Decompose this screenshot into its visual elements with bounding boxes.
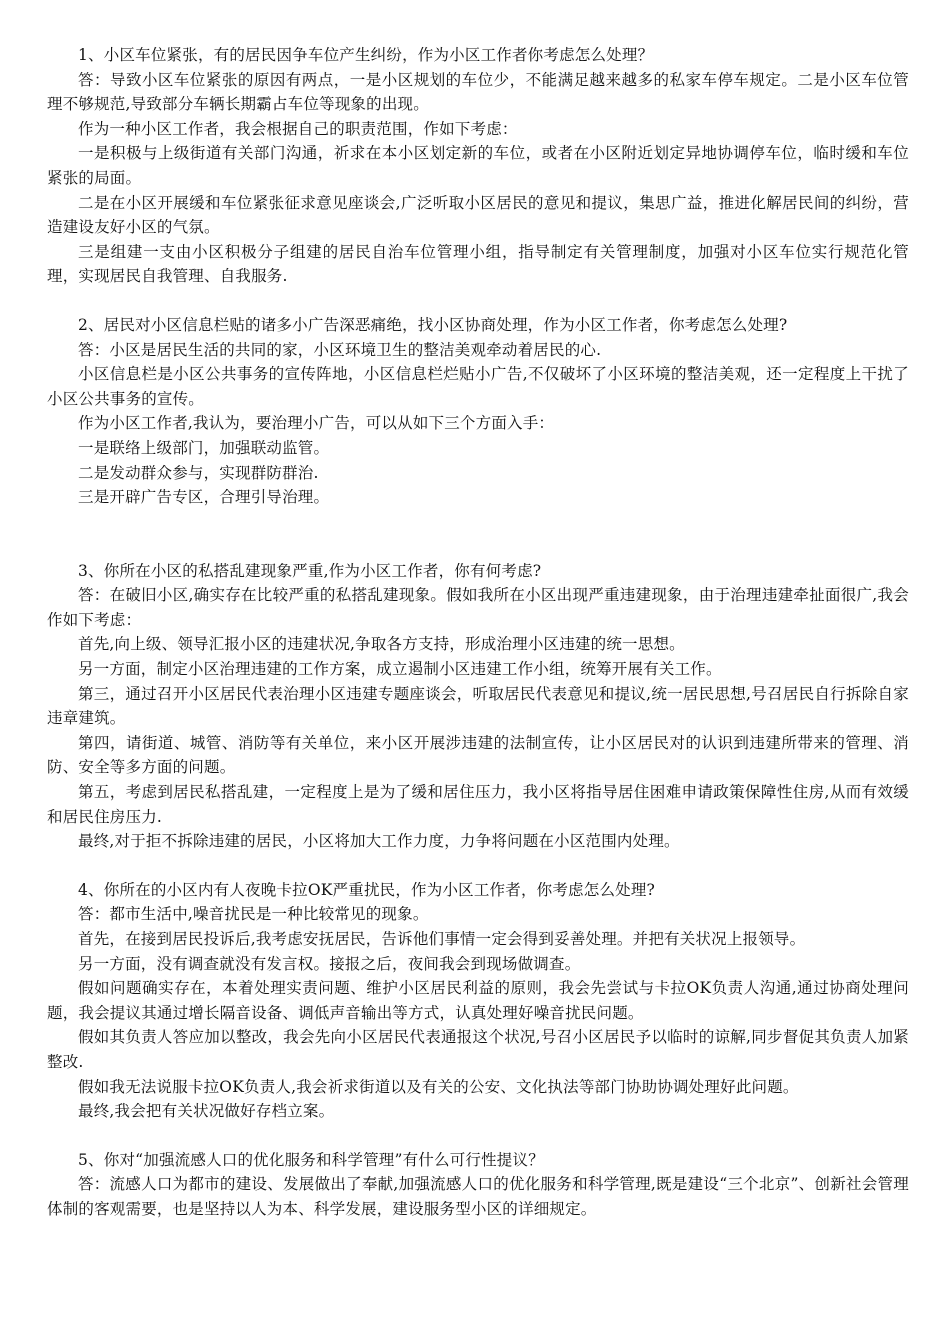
qa-section-2 [47,313,909,510]
answer-2-paragraph-6: 三是开辟广告专区，合理引导治理。 [78,488,330,507]
answer-2-paragraph-3: 作为小区工作者,我认为，要治理小广告，可以从如下三个方面入手： [78,414,555,433]
section-spacer [47,510,909,559]
answer-5-paragraph-1: 答：流感人口为都市的建设、发展做出了奉献,加强流感人口的优化服务和科学管理,既是建设“三个北京”、创新社会管理体制的客观需要，也是坚持以人为本、科学发展，建设服务型小区的详细规定。 [47,1175,909,1218]
answer-1-paragraph-5: 三是组建一支由小区积极分子组建的居民自治车位管理小组，指导制定有关管理制度，加强对小区车位实行规范化管理，实现居民自我管理、自我服务. [47,242,909,286]
question-3: 3、你所在小区的私搭乱建现象严重,作为小区工作者，你有何考虑? [78,561,542,580]
answer-3-paragraph-6: 第五，考虑到居民私搭乱建，一定程度上是为了缓和居住压力，我小区将指导居住困难申请政策保障性住房,从而有效缓和居民住房压力. [47,783,909,826]
answer-4-paragraph-7: 最终,我会把有关状况做好存档立案。 [78,1102,335,1121]
answer-3-paragraph-4: 第三，通过召开小区居民代表治理小区违建专题座谈会，听取居民代表意见和提议,统一居民思想,号召居民自行拆除自家违章建筑。 [47,684,909,728]
answer-2-paragraph-2: 小区信息栏是小区公共事务的宣传阵地，小区信息栏烂贴小广告,不仅破坏了小区环境的整洁美观，还一定程度上干扰了小区公共事务的宣传。 [47,365,909,408]
answer-4-paragraph-2: 首先，在接到居民投诉后,我考虑安抚居民，告诉他们事情一定会得到妥善处理。并把有关状况上报领导。 [78,930,806,948]
question-1: 1、小区车位紧张，有的居民因争车位产生纠纷，作为小区工作者你考虑怎么处理？ [78,46,654,64]
answer-4-paragraph-4: 假如问题确实存在，本着处理实责问题、维护小区居民利益的原则，我会先尝试与卡拉OK负责人沟通,通过协商处理问题，我会提议其通过增长隔音设备、调低声音输出等方式，认真处理好噪音扰民问题。 [47,979,909,1022]
answer-3-paragraph-3: 另一方面，制定小区治理违建的工作方案，成立遏制小区违建工作小组，统筹开展有关工作。 [78,660,722,679]
answer-3-paragraph-2: 首先,向上级、领导汇报小区的违建状况,争取各方支持，形成治理小区违建的统一思想。 [78,635,685,654]
qa-section-5 [47,1148,909,1222]
section-spacer [47,854,909,878]
answer-3-paragraph-1: 答：在破旧小区,确实存在比较严重的私搭乱建现象。假如我所在小区出现严重违建现象，由于治理违建牵扯面很广,我会作如下考虑： [47,586,909,629]
qa-section-1 [47,43,909,289]
answer-1-paragraph-1: 答：导致小区车位紧张的原因有两点，一是小区规划的车位少，不能满足越来越多的私家车停车规定。二是小区车位管理不够规范,导致部分车辆长期霸占车位等现象的出现。 [47,70,909,114]
answer-3-paragraph-7: 最终,对于拒不拆除违建的居民，小区将加大工作力度，力争将问题在小区范围内处理。 [78,832,680,851]
question-5: 5、你对“加强流感人口的优化服务和科学管理”有什么可行性提议？ [78,1150,544,1169]
answer-4-paragraph-1: 答：都市生活中,噪音扰民是一种比较常见的现象。 [78,905,429,924]
answer-3-paragraph-5: 第四，请街道、城管、消防等有关单位，来小区开展涉违建的法制宣传，让小区居民对的认识到违建所带来的管理、消防、安全等多方面的问题。 [47,733,909,777]
qa-section-3 [47,559,909,854]
section-spacer [47,1124,909,1148]
question-2: 2、居民对小区信息栏贴的诸多小广告深恶痛绝，找小区协商处理，作为小区工作者，你考虑怎么处理? [78,315,788,334]
section-spacer [47,289,909,313]
answer-1-paragraph-2: 作为一种小区工作者，我会根据自己的职责范围，作如下考虑： [78,119,518,138]
answer-4-paragraph-6: 假如我无法说服卡拉OK负责人,我会祈求街道以及有关的公安、文化执法等部门协助协调处理好此问题。 [78,1077,799,1096]
answer-4-paragraph-3: 另一方面，没有调查就没有发言权。接报之后，夜间我会到现场做调查。 [78,954,581,973]
answer-4-paragraph-5: 假如其负责人答应加以整改，我会先向小区居民代表通报这个状况,号召小区居民予以临时的谅解,同步督促其负责人加紧整改. [47,1028,909,1071]
answer-2-paragraph-4: 一是联络上级部门，加强联动监管。 [78,438,330,457]
answer-1-paragraph-4: 二是在小区开展缓和车位紧张征求意见座谈会,广泛听取小区居民的意见和提议，集思广益，推进化解居民间的纠纷，营造建设友好小区的气氛。 [47,193,909,237]
qa-section-4 [47,878,909,1124]
answer-2-paragraph-5: 二是发动群众参与，实现群防群治. [78,463,319,482]
question-4: 4、你所在的小区内有人夜晚卡拉OK严重扰民，作为小区工作者，你考虑怎么处理? [78,880,656,899]
document-body [47,43,909,1222]
answer-2-paragraph-1: 答：小区是居民生活的共同的家，小区环境卫生的整洁美观牵动着居民的心. [78,340,602,359]
answer-1-paragraph-3: 一是积极与上级街道有关部门沟通，祈求在本小区划定新的车位，或者在小区附近划定异地协调停车位，临时缓和车位紧张的局面。 [47,144,909,187]
